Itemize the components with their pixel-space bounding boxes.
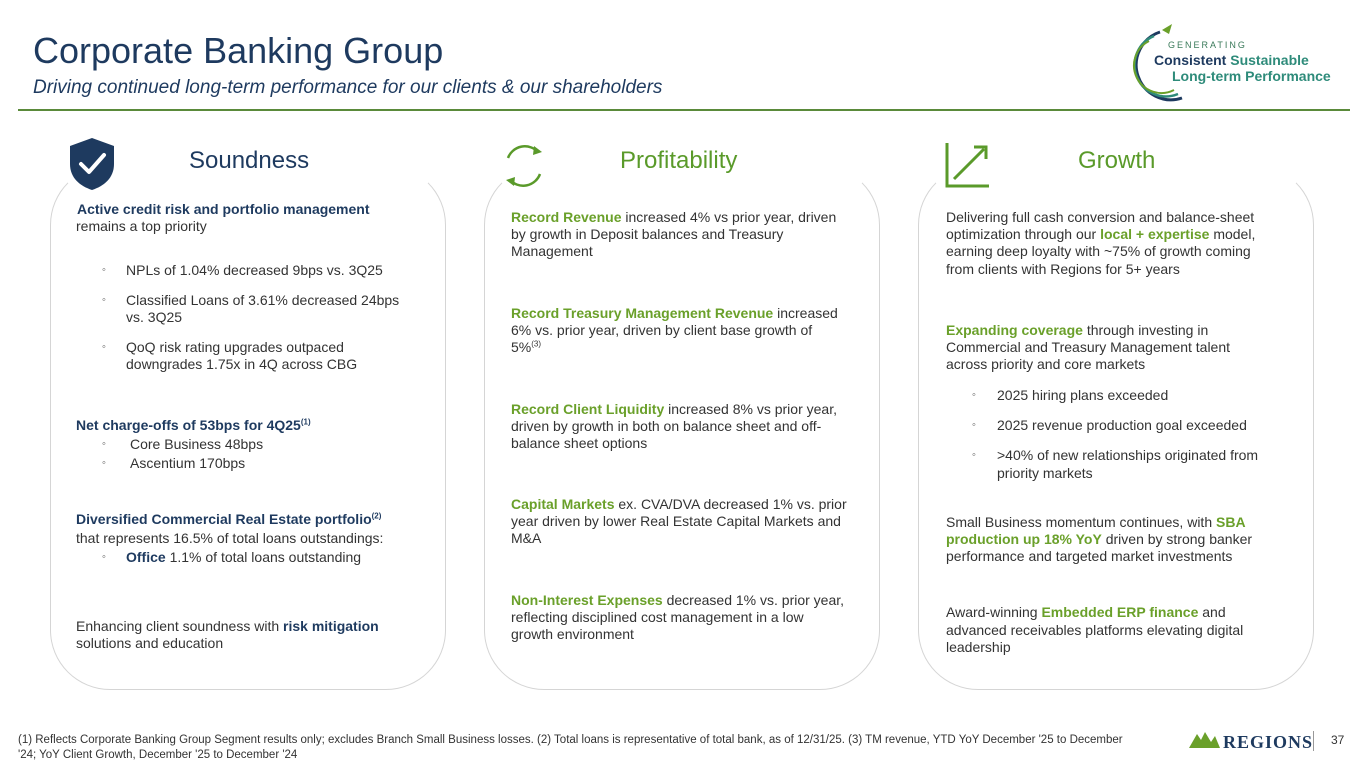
footer-divider [1313, 731, 1314, 751]
g3-line3: performance and targeted market investments [946, 548, 1233, 564]
cre-heading: Diversified Commercial Real Estate portfolio$^{(2)}$ [76, 511, 382, 527]
p1-line3: Management [511, 243, 593, 259]
g4-line3: leadership [946, 639, 1011, 655]
growth-heading: Growth [1078, 147, 1156, 174]
p3-line1: Record Client Liquidity increased 8% vs prior year, [511, 401, 837, 417]
soundness-intro-rest: remains a top priority [76, 218, 207, 234]
g2-line2: Commercial and Treasury Management talent [946, 339, 1231, 355]
g3-line2: production up 18% YoY driven by strong banker [946, 531, 1253, 547]
header-divider [18, 109, 1350, 111]
g1-line3: earning deep loyalty with ~75% of growth coming [946, 243, 1251, 259]
logo-consistent: Consistent [1154, 52, 1227, 68]
g3-line1: Small Business momentum continues, with SBA [946, 514, 1246, 530]
generating-performance-logo [1132, 20, 1347, 102]
page-title: Corporate Banking Group [33, 30, 444, 71]
enhancing-text: Enhancing client soundness with risk mitigation [76, 618, 379, 634]
logo-sustainable: Sustainable [1230, 52, 1309, 68]
g1-line1: Delivering full cash conversion and balance-sheet [946, 209, 1255, 225]
profitability-heading: Profitability [620, 147, 738, 174]
nco-heading: Net charge-offs of 53bps for 4Q25$^{(1)}$ [76, 417, 311, 433]
p5-line2: reflecting disciplined cost management in a low [511, 609, 804, 625]
p4-line2: year driven by lower Real Estate Capital Markets and [511, 513, 841, 529]
logo-longterm: Long-term Performance [1172, 68, 1331, 84]
soundness-heading: Soundness [189, 147, 310, 174]
footnote-line1: (1) Reflects Corporate Banking Group Segment results only; excludes Branch Small Business losses. (2) Total loans is representative of total bank, as of 12/31/25. (3) TM revenue, YTD YoY December '25 to December [18, 734, 1123, 746]
cre-text: that represents 16.5% of total loans outstandings: [76, 530, 384, 546]
g2-line3: across priority and core markets [946, 356, 1146, 372]
p4-line3: M&A [511, 530, 542, 546]
regions-triangle-icon [1187, 728, 1221, 750]
list-item-cont: vs. 3Q25 [126, 309, 183, 325]
p5-line3: growth environment [511, 626, 634, 642]
shield-check-icon [68, 136, 118, 192]
regions-wordmark: REGIONS [1223, 732, 1314, 752]
logo-line1 [1154, 52, 1309, 68]
g4-line1: Award-winning Embedded ERP finance and [946, 604, 1226, 620]
g4-line2: advanced receivables platforms elevating digital [946, 622, 1244, 638]
p1-line2: by growth in Deposit balances and Treasury [511, 226, 784, 242]
g1-line2: optimization through our local + expertise model, [946, 226, 1256, 242]
page-subtitle: Driving continued long-term performance for our clients & our shareholders [33, 77, 663, 98]
p5-line1: Non-Interest Expenses decreased 1% vs. prior year, [511, 592, 845, 608]
logo-generating: GENERATING [1168, 40, 1247, 50]
p3-line2: driven by growth in both on balance sheet and off- [511, 418, 822, 434]
p3-line3: balance sheet options [511, 435, 648, 451]
p2-line2: 6% vs. prior year, driven by client base growth of [511, 322, 813, 338]
growth-chart-icon [944, 141, 992, 189]
list-item-cont: priority markets [997, 465, 1093, 481]
page-number: 37 [1331, 733, 1345, 747]
refresh-cycle-icon [498, 140, 550, 192]
footnote-line2: '24; YoY Client Growth, December '25 to December '24 [18, 749, 298, 761]
p4-line1: Capital Markets ex. CVA/DVA decreased 1% vs. prior [511, 496, 847, 512]
p2-line1: Record Treasury Management Revenue increased [511, 305, 838, 321]
p1-line1: Record Revenue increased 4% vs prior year, driven [511, 209, 837, 225]
g2-line1: Expanding coverage through investing in [946, 322, 1209, 338]
footnotes [18, 733, 1168, 763]
enhancing-text-cont: solutions and education [76, 635, 224, 651]
p2-line3: 5%$^{(3)}$ [511, 339, 542, 355]
soundness-intro-bold: Active credit risk and portfolio management [77, 201, 370, 217]
list-item-cont: downgrades 1.75x in 4Q across CBG [126, 356, 358, 372]
g1-line4: from clients with Regions for 5+ years [946, 261, 1180, 277]
